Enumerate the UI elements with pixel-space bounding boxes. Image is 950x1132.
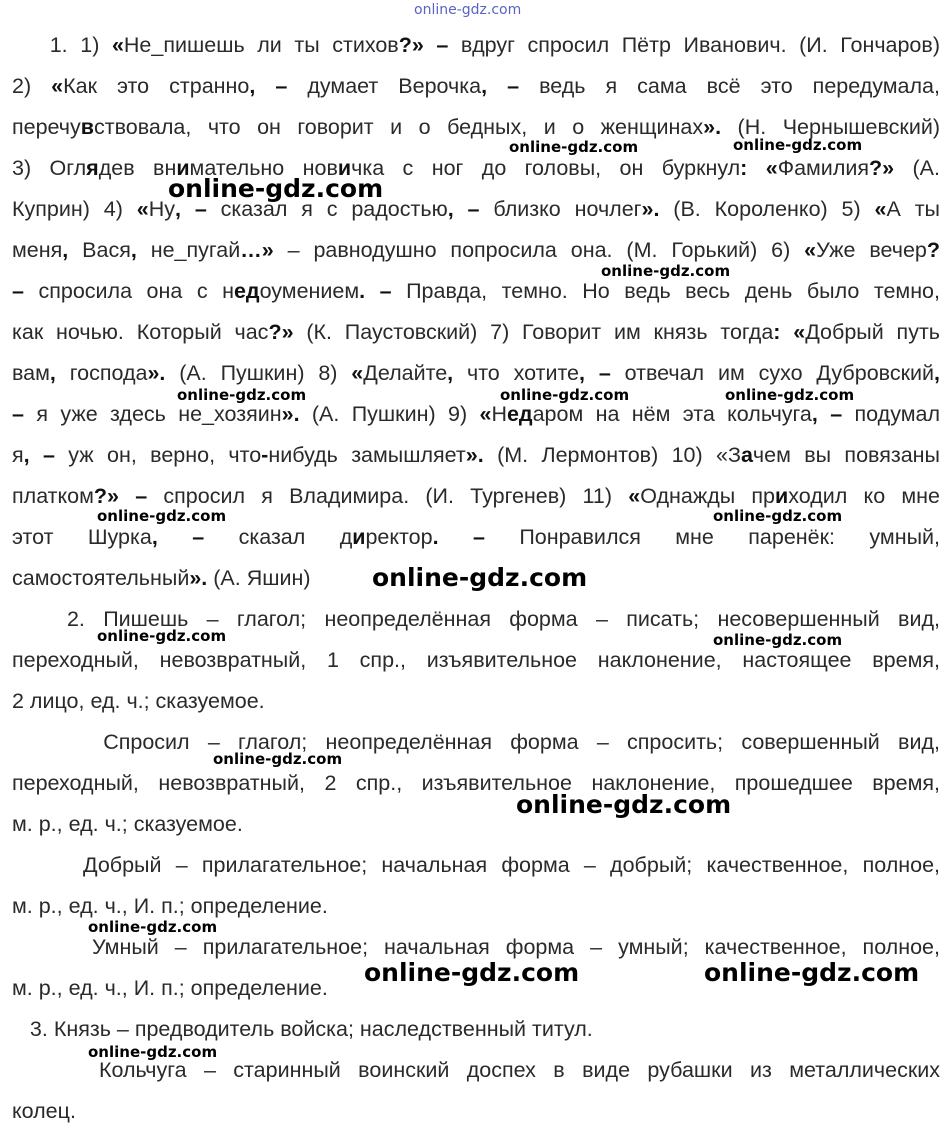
bold-segment: , xyxy=(151,525,158,549)
watermark: online-gdz.com xyxy=(725,386,855,404)
bold-segment: ». xyxy=(189,566,208,590)
text-segment: оумением xyxy=(259,279,360,303)
watermark-large: online-gdz.com xyxy=(704,958,920,987)
bold-segment: , – xyxy=(811,402,843,426)
text-segment: дев вн xyxy=(98,156,177,180)
text-segment: Однажды пр xyxy=(640,484,776,508)
bold-segment: в xyxy=(80,115,94,139)
bold-segment: « xyxy=(793,320,806,344)
watermark-large: online-gdz.com xyxy=(364,958,580,987)
bold-segment: , xyxy=(62,238,69,262)
text-segment: подумал xyxy=(842,402,940,426)
bold-segment: « xyxy=(804,238,817,262)
text-segment: уж он, верно, что xyxy=(54,443,262,467)
watermark: online-gdz.com xyxy=(88,1043,218,1061)
bold-segment: – xyxy=(379,279,392,303)
watermark: online-gdz.com xyxy=(213,750,343,768)
text-segment: переходный, невозвратный, 2 спр., изъявительное наклонение, прошедшее время, xyxy=(12,771,940,795)
bold-segment: ?» xyxy=(869,156,895,180)
text-segment: отвечал им сухо Дубровский xyxy=(610,361,935,385)
bold-segment: , – xyxy=(23,443,55,467)
bold-segment: и xyxy=(337,156,352,180)
bold-segment: - xyxy=(261,443,269,467)
watermark-large: online-gdz.com xyxy=(372,563,588,592)
text-segment: мательно нов xyxy=(189,156,338,180)
text-line xyxy=(12,435,940,475)
watermark: online-gdz.com xyxy=(97,507,227,525)
text-segment: самостоятельный xyxy=(12,566,190,590)
text-segment: платком xyxy=(12,484,94,508)
text-segment: 2 лицо, ед. ч.; сказуемое. xyxy=(12,689,265,713)
text-segment: спросил я Владимира. (И. Тургенев) 11) xyxy=(147,484,629,508)
text-segment: Делайте xyxy=(363,361,448,385)
text-segment: Понравился мне паренёк: умный, xyxy=(484,525,940,549)
text-segment xyxy=(119,484,135,508)
text-segment: 1. 1) xyxy=(12,33,112,57)
bold-segment: « xyxy=(874,197,887,221)
bold-segment: и xyxy=(775,484,789,508)
bold-segment: ед xyxy=(233,279,260,303)
bold-segment: ед xyxy=(506,402,533,426)
text-segment: ведь я сама всё это передумала, xyxy=(519,74,940,98)
text-segment xyxy=(780,320,793,344)
text-line xyxy=(12,804,940,844)
bold-segment: « xyxy=(51,74,64,98)
bold-segment: – xyxy=(12,279,24,303)
watermark: online-gdz.com xyxy=(733,136,863,154)
text-line xyxy=(12,230,940,270)
bold-segment: , xyxy=(49,361,56,385)
text-line xyxy=(12,722,940,762)
text-line xyxy=(12,25,940,65)
text-segment: 3) Огл xyxy=(12,156,87,180)
text-segment: спросила она с н xyxy=(23,279,234,303)
text-segment: (К. Паустовский) 7) Говорит им князь тогда xyxy=(293,320,774,344)
bold-segment: – xyxy=(472,525,485,549)
bold-segment: , – xyxy=(447,197,480,221)
text-line xyxy=(12,845,940,885)
text-segment xyxy=(365,279,380,303)
bold-segment: . xyxy=(432,525,439,549)
text-segment: Уже вечер xyxy=(816,238,927,262)
text-segment: аром на нём эта кольчуга xyxy=(532,402,812,426)
text-segment: чка с ног до головы, он буркнул xyxy=(351,156,741,180)
text-segment: (Н. Чернышевский) xyxy=(721,115,940,139)
text-segment: Не_пишешь ли ты стихов xyxy=(123,33,399,57)
bold-segment: « xyxy=(479,402,492,426)
bold-segment: , – xyxy=(579,361,611,385)
text-segment: Н xyxy=(491,402,507,426)
text-segment: нибудь замышляет xyxy=(268,443,466,467)
bold-segment: « xyxy=(111,33,124,57)
text-segment: Добрый – прилагательное; начальная форма – добрый; качественное, полное, xyxy=(12,853,940,877)
bold-segment: и xyxy=(352,525,366,549)
text-segment: Спросил – глагол; неопределённая форма – спросить; совершенный вид, xyxy=(12,730,940,754)
text-line xyxy=(12,66,940,106)
text-segment: – равнодушно попросила она. (М. Горький) 6) xyxy=(273,238,805,262)
bold-segment: – xyxy=(192,525,205,549)
text-line xyxy=(12,312,940,352)
text-segment: (А. xyxy=(894,156,940,180)
text-segment: ствовала, что он говорит и о бедных, и о женщинах xyxy=(93,115,704,139)
text-segment: ходил ко мне xyxy=(788,484,940,508)
bold-segment: ». xyxy=(641,197,660,221)
text-segment: м. р., ед. ч.; сказуемое. xyxy=(12,812,243,836)
watermark: online-gdz.com xyxy=(500,386,630,404)
bold-segment: а xyxy=(740,443,753,467)
bold-segment: , xyxy=(934,361,940,385)
text-segment: (В. Короленко) 5) xyxy=(659,197,875,221)
text-segment: 3. Князь – предводитель войска; наследственный титул. xyxy=(12,1017,593,1041)
text-segment: господа xyxy=(55,361,148,385)
text-segment: переходный, невозвратный, 1 спр., изъявительное наклонение, настоящее время, xyxy=(12,648,940,672)
text-segment xyxy=(747,156,765,180)
bold-segment: ?» xyxy=(93,484,119,508)
bold-segment: – xyxy=(12,402,24,426)
bold-segment: и xyxy=(176,156,190,180)
bold-segment: – xyxy=(135,484,148,508)
text-segment: я уже здесь не_хозяин xyxy=(23,402,282,426)
text-segment: сказал д xyxy=(204,525,353,549)
bold-segment: ?» xyxy=(268,320,294,344)
text-segment: (А. Пушкин) 9) xyxy=(299,402,480,426)
text-segment: Умный – прилагательное; начальная форма – умный; качественное, полное, xyxy=(12,935,940,959)
text-segment: думает Верочка xyxy=(287,74,482,98)
text-segment: как ночью. Который час xyxy=(12,320,269,344)
watermark-top: online-gdz.com xyxy=(414,2,522,18)
bold-segment: « xyxy=(351,361,364,385)
text-segment: вдруг спросил Пётр Иванович. (И. Гончаров) xyxy=(448,33,940,57)
text-segment: близко ночлег xyxy=(479,197,642,221)
text-segment: Кольчуга – старинный воинский доспех в виде рубашки из металлических xyxy=(12,1058,940,1082)
watermark-large: online-gdz.com xyxy=(168,174,384,203)
watermark-large: online-gdz.com xyxy=(516,790,732,819)
text-segment: перечу xyxy=(12,115,81,139)
watermark: online-gdz.com xyxy=(601,262,731,280)
bold-segment: , xyxy=(130,238,137,262)
bold-segment: : xyxy=(773,320,781,344)
text-line xyxy=(12,1091,940,1131)
text-segment: что хотите xyxy=(453,361,580,385)
text-line xyxy=(12,681,940,721)
bold-segment: ?» – xyxy=(398,33,449,57)
text-segment: колец. xyxy=(12,1099,76,1123)
bold-segment: , xyxy=(447,361,454,385)
text-segment: чем вы повязаны xyxy=(752,443,940,467)
text-segment: м. р., ед. ч., И. п.; определение. xyxy=(12,894,328,918)
bold-segment: « xyxy=(136,197,149,221)
watermark: online-gdz.com xyxy=(88,918,218,936)
text-segment: ректор xyxy=(365,525,433,549)
watermark: online-gdz.com xyxy=(713,507,843,525)
text-line xyxy=(12,148,940,188)
bold-segment: ». xyxy=(465,443,484,467)
text-segment: этот Шурка xyxy=(12,525,152,549)
text-segment: я xyxy=(12,443,24,467)
text-segment: (М. Лермонтов) 10) «З xyxy=(483,443,741,467)
bold-segment: ». xyxy=(703,115,722,139)
bold-segment: , – xyxy=(175,197,207,221)
text-segment: (А. Яшин) xyxy=(207,566,311,590)
text-segment: 2) xyxy=(12,74,52,98)
text-segment: (А. Пушкин) 8) xyxy=(165,361,352,385)
text-segment: меня xyxy=(12,238,63,262)
text-segment: Фамилия xyxy=(777,156,870,180)
text-line xyxy=(12,189,940,229)
text-segment: 2. Пишешь – глагол; неопределённая форма – писать; несовершенный вид, xyxy=(12,607,940,631)
watermark: online-gdz.com xyxy=(713,631,843,649)
text-segment: Как это странно xyxy=(63,74,250,98)
text-segment: вам xyxy=(12,361,50,385)
bold-segment: …» xyxy=(240,238,274,262)
bold-segment: « xyxy=(628,484,641,508)
text-segment: Добрый путь xyxy=(805,320,940,344)
text-segment: Вася xyxy=(68,238,131,262)
text-segment xyxy=(439,525,473,549)
text-line xyxy=(12,271,940,311)
bold-segment: я xyxy=(86,156,99,180)
text-segment: Куприн) 4) xyxy=(12,197,137,221)
text-segment: не_пугай xyxy=(136,238,241,262)
watermark: online-gdz.com xyxy=(177,386,307,404)
text-segment: Ну xyxy=(148,197,176,221)
bold-segment: : xyxy=(740,156,748,180)
watermark: online-gdz.com xyxy=(97,627,227,645)
text-segment: сказал я с радостью xyxy=(206,197,448,221)
bold-segment: . xyxy=(359,279,366,303)
text-segment: Правда, темно. Но ведь весь день было темно, xyxy=(391,279,940,303)
text-segment: А ты xyxy=(886,197,941,221)
bold-segment: « xyxy=(765,156,778,180)
bold-segment: ? xyxy=(926,238,941,262)
text-segment xyxy=(158,525,192,549)
text-line xyxy=(12,763,940,803)
bold-segment: ». xyxy=(281,402,300,426)
bold-segment: , – xyxy=(249,74,288,98)
bold-segment: ». xyxy=(147,361,166,385)
bold-segment: , – xyxy=(481,74,520,98)
text-segment: м. р., ед. ч., И. п.; определение. xyxy=(12,976,328,1000)
watermark: online-gdz.com xyxy=(509,138,639,156)
